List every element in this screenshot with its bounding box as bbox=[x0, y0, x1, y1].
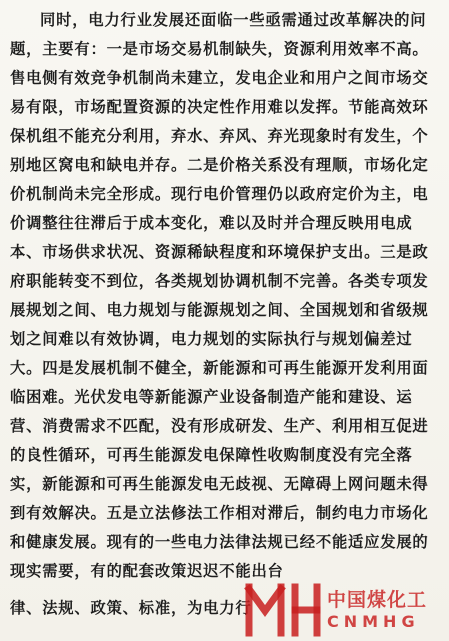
text-line: 律、法规、政策、标准，为电力行 bbox=[10, 599, 252, 617]
text-line: 题，主要有：一是市场交易机制缺失，资源利用效率不高。 bbox=[10, 40, 429, 58]
text-line: 展规划之间、电力规划与能源规划之间、全国规划和省级规 bbox=[10, 301, 429, 319]
text-line: 临困难。光伏发电等新能源产业设备制造产能和建设、运 bbox=[10, 388, 413, 406]
text-line: 和健康发展。现有的一些电力法律法规已经不能适应发展的 bbox=[10, 533, 429, 551]
text-line: 价机制尚未完全形成。现行电价管理仍以政府定价为主，电 bbox=[10, 185, 429, 203]
text-line: 同时，电力行业发展还面临一些亟需通过改革解决的问 bbox=[40, 11, 427, 29]
text-line: 的良性循环，可再生能源发电保障性收购制度没有完全落 bbox=[10, 446, 413, 464]
text-line: 划之间难以有效协调，电力规划的实际执行与规划偏差过 bbox=[10, 330, 413, 348]
text-line: 易有限，市场配置资源的决定性作用难以发挥。节能高效环 bbox=[10, 98, 429, 116]
logo-mark-icon bbox=[243, 583, 323, 637]
text-line: 价调整往往滞后于成本变化，难以及时并合理反映用电成 bbox=[10, 214, 413, 232]
watermark-en-text: CNMHG bbox=[327, 612, 420, 631]
text-line: 实，新能源和可再生能源发电无歧视、无障碍上网问题未得 bbox=[10, 475, 429, 493]
watermark-cn-text: 中国煤化工 bbox=[327, 589, 428, 611]
text-line: 售电侧有效竞争机制尚未建立，发电企业和用户之间市场交 bbox=[10, 69, 429, 87]
watermark-logo bbox=[243, 583, 443, 637]
text-line: 营、消费需求不匹配，没有形成研发、生产、利用相互促进 bbox=[10, 417, 429, 435]
text-line: 现实需要，有的配套改策迟迟不能出台 bbox=[10, 562, 284, 580]
text-line: 保机组不能充分利用，弃水、弃风、弃光现象时有发生，个 bbox=[10, 127, 429, 145]
text-line: 大。四是发展机制不健全，新能源和可再生能源开发利用面 bbox=[10, 359, 429, 377]
text-line: 别地区窝电和缺电并存。二是价格关系没有理顺，市场化定 bbox=[10, 156, 429, 174]
text-line: 到有效解决。五是立法修法工作相对滞后，制约电力市场化 bbox=[10, 504, 429, 522]
text-line: 本、市场供求状况、资源稀缺程度和环境保护支出。三是政 bbox=[10, 243, 429, 261]
text-line: 府职能转变不到位，各类规划协调机制不完善。各类专项发 bbox=[10, 272, 429, 290]
